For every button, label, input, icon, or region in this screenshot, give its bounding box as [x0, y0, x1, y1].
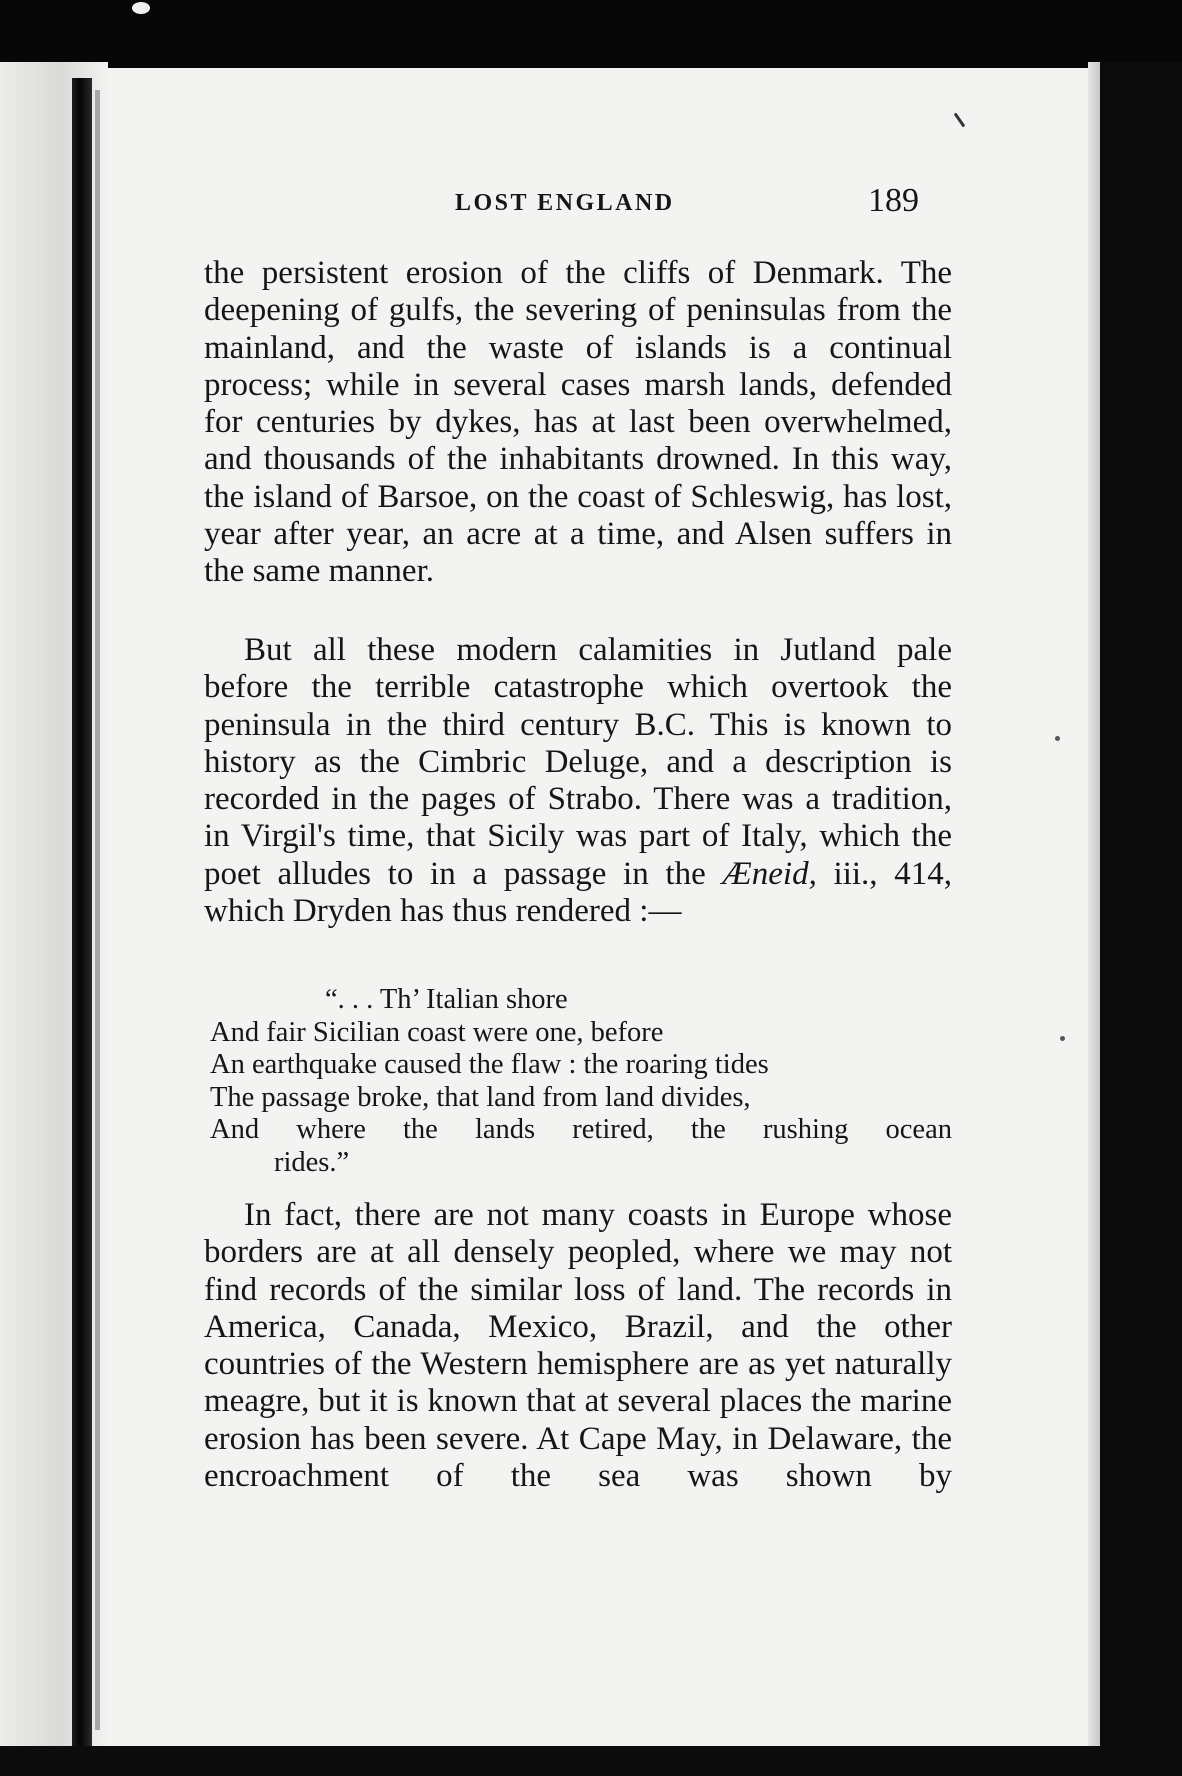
verse-line: And fair Sicilian coast were one, before	[210, 1016, 664, 1048]
scan-speck	[1055, 736, 1060, 741]
verse-line: An earthquake caused the flaw : the roaring tides	[210, 1049, 769, 1080]
scan-speck	[954, 113, 966, 128]
work-title-italic: Æneid,	[722, 855, 817, 892]
paragraph-text-end: iii., 414, which Dryden has thus rendered :—	[204, 855, 952, 930]
scan-right-border	[1100, 62, 1182, 1776]
paragraph-3	[204, 1197, 952, 1495]
paragraph-text: the persistent erosion of the cliffs of Denmark. The deepening of gulfs, the severing of peninsulas from the mainland, and the waste of islands is a continual process; while in several cases marsh lands, defended for centuries by dykes, has at last been overwhelmed, and thousands of the inhabitants drowned. In this way, the island of Barsoe, on the coast of Schleswig, has lost, year after year, an acre at a time, and Alsen suffers in the same manner.	[204, 255, 952, 590]
paragraph-text	[204, 632, 952, 930]
running-title: LOST ENGLAND	[455, 190, 675, 216]
book-spine-shadow	[72, 78, 92, 1748]
verse-line: And where the lands retired, the rushing ocean	[210, 1114, 952, 1145]
scan-speck	[132, 2, 150, 14]
page-number: 189	[868, 182, 919, 219]
verse-quotation	[210, 984, 952, 1179]
page-right-edge	[1088, 62, 1100, 1776]
page-header	[0, 182, 1182, 226]
scan-speck	[1060, 1036, 1065, 1041]
scan-top-border	[0, 0, 1182, 68]
paragraph-2	[204, 632, 952, 930]
verse-line: rides.”	[274, 1146, 350, 1178]
book-spine-highlight	[95, 90, 100, 1730]
verse-line: The passage broke, that land from land divides,	[210, 1081, 751, 1113]
paragraph-1	[204, 255, 952, 591]
verse-line: “. . . Th’ Italian shore	[325, 984, 568, 1015]
scan-bottom-border	[0, 1746, 1182, 1776]
paragraph-text: In fact, there are not many coasts in Europe whose borders are at all densely peopled, where we may not find records of the similar loss of land. The records in America, Canada, Mexico, Brazil, and the other countries of the Western hemisphere are as yet naturally meagre, but it is known that at several places the marine erosion has been severe. At Cape May, in Delaware, the encroachment of the sea was shown by	[204, 1197, 952, 1495]
paragraph-text-start: But all these modern calamities in Jutland pale before the terrible catastrophe which overtook the peninsula in the third century B.C. This is known to history as the Cimbric Deluge, and a description is recorded in the pages of Strabo. There was a tradition, in Virgil's time, that Sicily was part of Italy, which the poet alludes to in a passage in the	[204, 632, 952, 892]
